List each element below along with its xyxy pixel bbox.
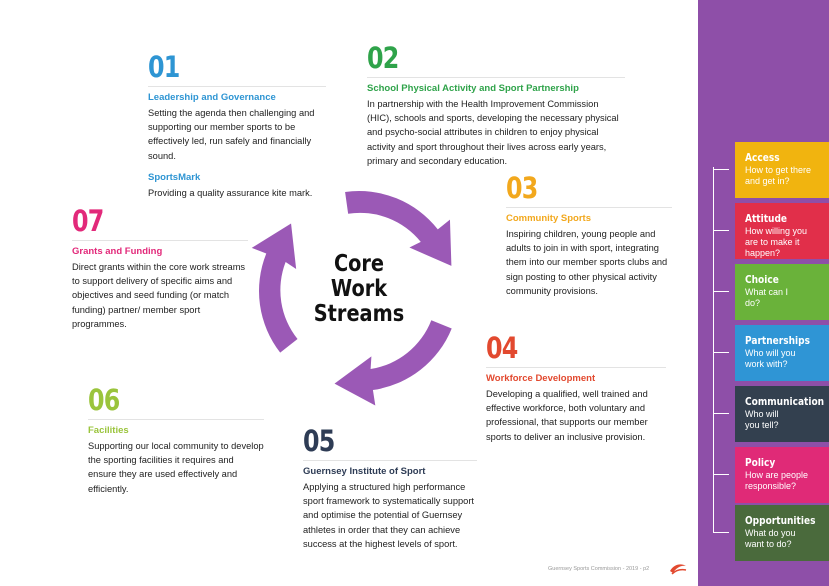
section-number: 07 [72,204,104,238]
pillar-title: Access [745,152,780,164]
section-06 [88,383,264,496]
divider [367,77,625,78]
divider [303,460,477,461]
pillar-subtitle: How are people responsible? [745,470,809,491]
pillar-connector [713,413,729,414]
pillar-attitude [735,203,829,259]
pillar-subtitle: What do you want to do? [745,528,796,549]
sub-body: Providing a quality assurance kite mark. [148,187,313,198]
section-body: Developing a qualified, well trained and effective workforce, both voluntary and professional, that supports our member sports to deliver an inclusive provision. [486,389,648,442]
sub-heading: SportsMark [148,171,201,183]
pillar-opportunities [735,505,829,561]
section-07 [72,204,248,331]
pillar-connector [713,169,729,170]
section-body: Inspiring children, young people and adults to join in with sport, integrating them into our member sports clubs and sign posting to other physical activity community provisions. [506,229,668,296]
commission-logo-icon [668,562,688,576]
section-number: 04 [486,331,518,365]
section-body: Direct grants within the core work streams to support delivery of specific aims and objectives and seed funding (or match funding) partner/ member sport programmes. [72,262,246,329]
pillar-connector-line [713,167,714,533]
pillar-connector [713,291,729,292]
pillar-subtitle: How willing you are to make it happen? [745,226,808,258]
section-05 [303,424,477,551]
pillar-subtitle: Who will you tell? [745,409,779,430]
section-number: 03 [506,171,538,205]
pillar-subtitle: How to get there and get in? [745,165,812,186]
section-number: 06 [88,383,120,417]
section-heading: Grants and Funding [72,246,163,257]
section-heading: Leadership and Governance [148,92,276,103]
divider [148,86,326,87]
section-heading: School Physical Activity and Sport Partnership [367,83,579,94]
section-body: Applying a structured high performance sport framework to systematically support and optimise the potential of Guernsey athletes in order that they can achieve success at the highest levels of sport. [303,482,475,549]
section-02 [367,41,625,168]
pillar-connector [713,532,729,533]
section-heading: Facilities [88,425,129,436]
section-body: In partnership with the Health Improvement Commission (HIC), schools and sports, developing the necessary physical and psycho-social attributes in children to enjoy physical activity and sport throughout their lives across early years, primary and secondary education. [367,99,619,166]
pillar-subtitle: What can I do? [745,287,789,308]
divider [506,207,672,208]
sidebar-title: Inclusion is no longer a separate workstream as we work to embed the 7 Pillars of Inclusion into everything we do [26,29,109,160]
section-number: 02 [367,41,399,75]
pillar-choice [735,264,829,320]
pillar-subtitle: Who will you work with? [745,348,796,369]
section-04 [486,331,666,444]
pillar-title: Communication [745,396,825,408]
section-number: 05 [303,424,335,458]
section-body: Supporting our local community to develop the sporting facilities it requires and ensure they are used effectively and efficiently. [88,441,264,494]
pillar-connector [713,230,729,231]
pillar-title: Opportunities [745,515,816,527]
cycle-line-3: Streams [313,301,405,327]
pillar-title: Partnerships [745,335,810,347]
cycle-center-title [304,252,413,327]
divider [72,240,248,241]
pillar-connector [713,352,729,353]
section-heading: Guernsey Institute of Sport [303,466,426,477]
cycle-line-2: Work [330,276,388,302]
pillar-title: Choice [745,274,779,286]
divider [486,367,666,368]
section-heading: Workforce Development [486,373,596,384]
section-body: Setting the agenda then challenging and supporting our member sports to be effectively led, run safely and financially sound. [148,108,315,161]
pillar-title: Policy [745,457,776,469]
pillar-connector [713,474,729,475]
pillar-title: Attitude [745,213,788,225]
section-heading: Community Sports [506,213,591,224]
divider [88,419,264,420]
pillar-partnerships [735,325,829,381]
pillar-communication [735,386,829,442]
pillar-access [735,142,829,198]
pillar-policy [735,447,829,503]
section-number: 01 [148,50,180,84]
cycle-line-1: Core [333,251,385,277]
section-03 [506,171,672,298]
page-footer: Guernsey Sports Commission - 2019 - p2 [548,566,650,572]
